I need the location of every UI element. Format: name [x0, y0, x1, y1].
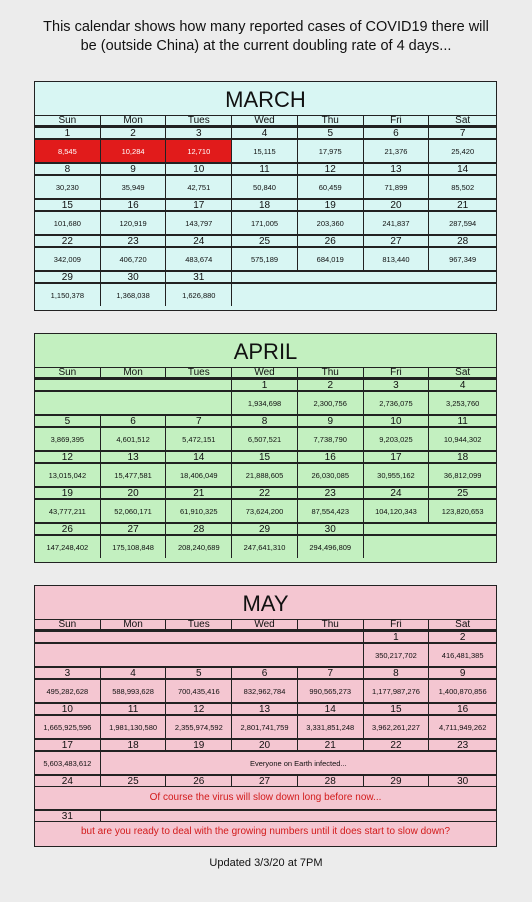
day-number-row	[35, 774, 496, 787]
case-count: 1,665,925,596	[35, 715, 101, 738]
case-count: 1,981,130,580	[101, 715, 167, 738]
day-number: 29	[35, 271, 101, 282]
value-row	[35, 499, 496, 522]
case-count: 15,115	[232, 139, 298, 162]
weekday-label: Tues	[166, 367, 232, 377]
weekday-header	[35, 367, 496, 378]
day-number: 19	[298, 199, 364, 210]
day-number: 13	[364, 163, 430, 174]
weekday-label: Fri	[364, 115, 430, 125]
day-number-row	[35, 738, 496, 751]
day-number: 12	[298, 163, 364, 174]
day-number: 6	[101, 415, 167, 426]
day-number: 8	[364, 667, 430, 678]
value-row	[35, 211, 496, 234]
weekday-label: Wed	[232, 367, 298, 377]
case-count: 684,019	[298, 247, 364, 270]
everyone-infected-message: Everyone on Earth infected...	[101, 751, 496, 774]
day-number: 14	[298, 703, 364, 714]
day-number: 13	[101, 451, 167, 462]
day-number: 16	[298, 451, 364, 462]
updated-note: Updated 3/3/20 at 7PM	[209, 857, 323, 869]
case-count: 2,355,974,592	[166, 715, 232, 738]
day-number: 25	[232, 235, 298, 246]
day-number: 26	[166, 775, 232, 786]
day-number: 5	[298, 127, 364, 138]
value-row	[35, 643, 496, 666]
day-number: 29	[232, 523, 298, 534]
case-count: 1,368,038	[101, 283, 167, 306]
day-number: 4	[429, 379, 496, 390]
day-number: 2	[429, 631, 496, 642]
headline-line-2: be (outside China) at the current doubling rate of 4 days...	[80, 38, 452, 54]
empty-cell	[35, 379, 232, 390]
weekday-label: Sun	[35, 115, 101, 125]
day-number: 22	[35, 235, 101, 246]
case-count: 7,738,790	[298, 427, 364, 450]
day-number-row	[35, 162, 496, 175]
day-number: 20	[232, 739, 298, 750]
case-count: 4,601,512	[101, 427, 167, 450]
headline	[0, 18, 532, 56]
day-number: 23	[298, 487, 364, 498]
value-row	[35, 391, 496, 414]
day-number: 11	[429, 415, 496, 426]
day-number: 14	[429, 163, 496, 174]
day-number: 21	[429, 199, 496, 210]
case-count: 1,626,880	[166, 283, 232, 306]
day-number: 3	[166, 127, 232, 138]
day-number: 29	[364, 775, 430, 786]
day-number: 30	[101, 271, 167, 282]
weekday-label: Mon	[101, 367, 167, 377]
day-number: 4	[232, 127, 298, 138]
day-number: 11	[101, 703, 167, 714]
day-number: 18	[429, 451, 496, 462]
day-number: 15	[364, 703, 430, 714]
case-count: 21,888,605	[232, 463, 298, 486]
day-number: 20	[364, 199, 430, 210]
day-number-row	[35, 270, 496, 283]
day-number: 21	[166, 487, 232, 498]
day-number: 30	[298, 523, 364, 534]
case-count: 832,962,784	[232, 679, 298, 702]
day-number: 25	[429, 487, 496, 498]
empty-cell	[35, 391, 232, 414]
calendar-march	[34, 81, 497, 311]
month-title: MARCH	[225, 87, 306, 112]
weekday-label: Wed	[232, 115, 298, 125]
case-count: 1,177,987,276	[364, 679, 430, 702]
case-count: 2,300,756	[298, 391, 364, 414]
day-number: 3	[35, 667, 101, 678]
may-grid	[35, 630, 496, 842]
day-number: 27	[232, 775, 298, 786]
weekday-header	[35, 115, 496, 126]
case-count: 700,435,416	[166, 679, 232, 702]
day-number: 28	[298, 775, 364, 786]
day-number-row	[35, 378, 496, 391]
case-count: 967,349	[429, 247, 496, 270]
day-number-row	[35, 702, 496, 715]
case-count: 18,406,049	[166, 463, 232, 486]
day-number: 1	[364, 631, 430, 642]
empty-cell	[364, 535, 496, 558]
case-count: 61,910,325	[166, 499, 232, 522]
empty-cell	[35, 631, 364, 642]
day-number: 23	[429, 739, 496, 750]
case-count: 1,400,870,856	[429, 679, 496, 702]
weekday-label: Wed	[232, 619, 298, 629]
day-number: 20	[101, 487, 167, 498]
case-count: 1,934,698	[232, 391, 298, 414]
case-count: 247,641,310	[232, 535, 298, 558]
day-number: 17	[364, 451, 430, 462]
value-row	[35, 283, 496, 306]
day-number-row	[35, 522, 496, 535]
month-title: APRIL	[233, 339, 298, 364]
value-row	[35, 175, 496, 198]
day-number: 24	[166, 235, 232, 246]
day-number-row	[35, 809, 496, 822]
value-row	[35, 679, 496, 702]
case-count: 342,009	[35, 247, 101, 270]
day-number: 28	[429, 235, 496, 246]
day-number-row	[35, 126, 496, 139]
day-number: 15	[232, 451, 298, 462]
case-count: 25,420	[429, 139, 496, 162]
weekday-label: Tues	[166, 619, 232, 629]
day-number: 27	[364, 235, 430, 246]
day-number: 27	[101, 523, 167, 534]
day-number: 26	[35, 523, 101, 534]
day-number: 28	[166, 523, 232, 534]
weekday-label: Thu	[298, 115, 364, 125]
value-row	[35, 427, 496, 450]
day-number: 18	[101, 739, 167, 750]
day-number: 1	[232, 379, 298, 390]
case-count: 1,150,378	[35, 283, 101, 306]
case-count: 8,545	[35, 139, 101, 162]
day-number: 9	[429, 667, 496, 678]
case-count: 416,481,385	[429, 643, 496, 666]
case-count: 5,603,483,612	[35, 751, 101, 774]
case-count: 9,203,025	[364, 427, 430, 450]
calendar-april	[34, 333, 497, 563]
value-row	[35, 139, 496, 162]
case-count: 171,005	[232, 211, 298, 234]
case-count: 813,440	[364, 247, 430, 270]
case-count: 990,565,273	[298, 679, 364, 702]
day-number: 30	[429, 775, 496, 786]
weekday-label: Sun	[35, 367, 101, 377]
value-row	[35, 535, 496, 558]
case-count: 50,840	[232, 175, 298, 198]
weekday-label: Mon	[101, 115, 167, 125]
case-count: 52,060,171	[101, 499, 167, 522]
headline-line-1: This calendar shows how many reported cases of COVID19 there will	[43, 19, 489, 35]
case-count: 143,797	[166, 211, 232, 234]
day-number: 17	[35, 739, 101, 750]
day-number: 7	[429, 127, 496, 138]
day-number: 10	[364, 415, 430, 426]
weekday-label: Sun	[35, 619, 101, 629]
day-number: 24	[364, 487, 430, 498]
case-count: 2,801,741,759	[232, 715, 298, 738]
case-count: 30,955,162	[364, 463, 430, 486]
case-count: 147,248,402	[35, 535, 101, 558]
day-number: 15	[35, 199, 101, 210]
case-count: 120,919	[101, 211, 167, 234]
weekday-header	[35, 619, 496, 630]
day-number: 31	[35, 810, 101, 821]
weekday-label: Fri	[364, 619, 430, 629]
case-count: 71,899	[364, 175, 430, 198]
day-number: 6	[364, 127, 430, 138]
case-count: 588,993,628	[101, 679, 167, 702]
case-count: 350,217,702	[364, 643, 430, 666]
day-number: 18	[232, 199, 298, 210]
value-row	[35, 751, 496, 774]
day-number: 9	[298, 415, 364, 426]
day-number: 1	[35, 127, 101, 138]
day-number: 12	[35, 451, 101, 462]
day-number: 3	[364, 379, 430, 390]
day-number-row	[35, 486, 496, 499]
day-number-row	[35, 666, 496, 679]
case-count: 85,502	[429, 175, 496, 198]
case-count: 3,331,851,248	[298, 715, 364, 738]
case-count: 575,189	[232, 247, 298, 270]
case-count: 101,680	[35, 211, 101, 234]
case-count: 287,594	[429, 211, 496, 234]
case-count: 2,736,075	[364, 391, 430, 414]
value-row	[35, 247, 496, 270]
empty-cell	[35, 643, 364, 666]
case-count: 10,944,302	[429, 427, 496, 450]
weekday-label: Mon	[101, 619, 167, 629]
value-row	[35, 715, 496, 738]
case-count: 294,496,809	[298, 535, 364, 558]
day-number-row	[35, 450, 496, 463]
case-count: 208,240,689	[166, 535, 232, 558]
weekday-label: Thu	[298, 619, 364, 629]
day-number: 14	[166, 451, 232, 462]
weekday-label: Tues	[166, 115, 232, 125]
case-count: 35,949	[101, 175, 167, 198]
weekday-label: Thu	[298, 367, 364, 377]
case-count: 17,975	[298, 139, 364, 162]
day-number: 12	[166, 703, 232, 714]
case-count: 21,376	[364, 139, 430, 162]
day-number: 16	[101, 199, 167, 210]
case-count: 175,108,848	[101, 535, 167, 558]
day-number: 23	[101, 235, 167, 246]
weekday-label: Sat	[429, 619, 496, 629]
day-number: 5	[166, 667, 232, 678]
day-number: 8	[232, 415, 298, 426]
case-count: 241,837	[364, 211, 430, 234]
day-number: 5	[35, 415, 101, 426]
case-count: 15,477,581	[101, 463, 167, 486]
weekday-label: Sat	[429, 115, 496, 125]
case-count: 203,360	[298, 211, 364, 234]
day-number: 2	[298, 379, 364, 390]
weekday-label: Sat	[429, 367, 496, 377]
case-count: 36,812,099	[429, 463, 496, 486]
case-count: 43,777,211	[35, 499, 101, 522]
calendar-may	[34, 585, 497, 847]
case-count: 10,284	[101, 139, 167, 162]
day-number: 11	[232, 163, 298, 174]
case-count: 26,030,085	[298, 463, 364, 486]
day-number: 10	[166, 163, 232, 174]
day-number: 24	[35, 775, 101, 786]
day-number: 9	[101, 163, 167, 174]
empty-cell	[232, 271, 496, 282]
day-number: 25	[101, 775, 167, 786]
case-count: 60,459	[298, 175, 364, 198]
case-count: 495,282,628	[35, 679, 101, 702]
case-count: 42,751	[166, 175, 232, 198]
case-count: 6,507,521	[232, 427, 298, 450]
case-count: 3,253,760	[429, 391, 496, 414]
case-count: 30,230	[35, 175, 101, 198]
day-number-row	[35, 630, 496, 643]
day-number-row	[35, 198, 496, 211]
day-number-row	[35, 234, 496, 247]
case-count: 87,554,423	[298, 499, 364, 522]
case-count: 4,711,949,262	[429, 715, 496, 738]
day-number: 4	[101, 667, 167, 678]
weekday-label: Fri	[364, 367, 430, 377]
case-count: 3,869,395	[35, 427, 101, 450]
case-count: 123,820,653	[429, 499, 496, 522]
day-number: 19	[35, 487, 101, 498]
case-count: 406,720	[101, 247, 167, 270]
day-number-row	[35, 414, 496, 427]
day-number: 26	[298, 235, 364, 246]
day-number: 21	[298, 739, 364, 750]
day-number: 22	[232, 487, 298, 498]
empty-cell	[101, 810, 496, 821]
day-number: 7	[166, 415, 232, 426]
value-row	[35, 463, 496, 486]
case-count: 104,120,343	[364, 499, 430, 522]
day-number: 31	[166, 271, 232, 282]
day-number: 7	[298, 667, 364, 678]
case-count: 13,015,042	[35, 463, 101, 486]
month-title: MAY	[242, 591, 289, 616]
day-number: 10	[35, 703, 101, 714]
empty-cell	[364, 523, 496, 534]
empty-cell	[232, 283, 496, 306]
april-grid	[35, 378, 496, 558]
march-grid	[35, 126, 496, 306]
day-number: 2	[101, 127, 167, 138]
day-number: 8	[35, 163, 101, 174]
day-number: 13	[232, 703, 298, 714]
day-number: 22	[364, 739, 430, 750]
case-count: 5,472,151	[166, 427, 232, 450]
day-number: 17	[166, 199, 232, 210]
day-number: 19	[166, 739, 232, 750]
slow-down-message: Of course the virus will slow down long before now...	[149, 792, 382, 803]
case-count: 3,962,261,227	[364, 715, 430, 738]
case-count: 483,674	[166, 247, 232, 270]
day-number: 16	[429, 703, 496, 714]
case-count: 12,710	[166, 139, 232, 162]
ready-to-deal-message: but are you ready to deal with the growing numbers until it does start to slow down?	[80, 826, 451, 837]
case-count: 73,624,200	[232, 499, 298, 522]
day-number: 6	[232, 667, 298, 678]
